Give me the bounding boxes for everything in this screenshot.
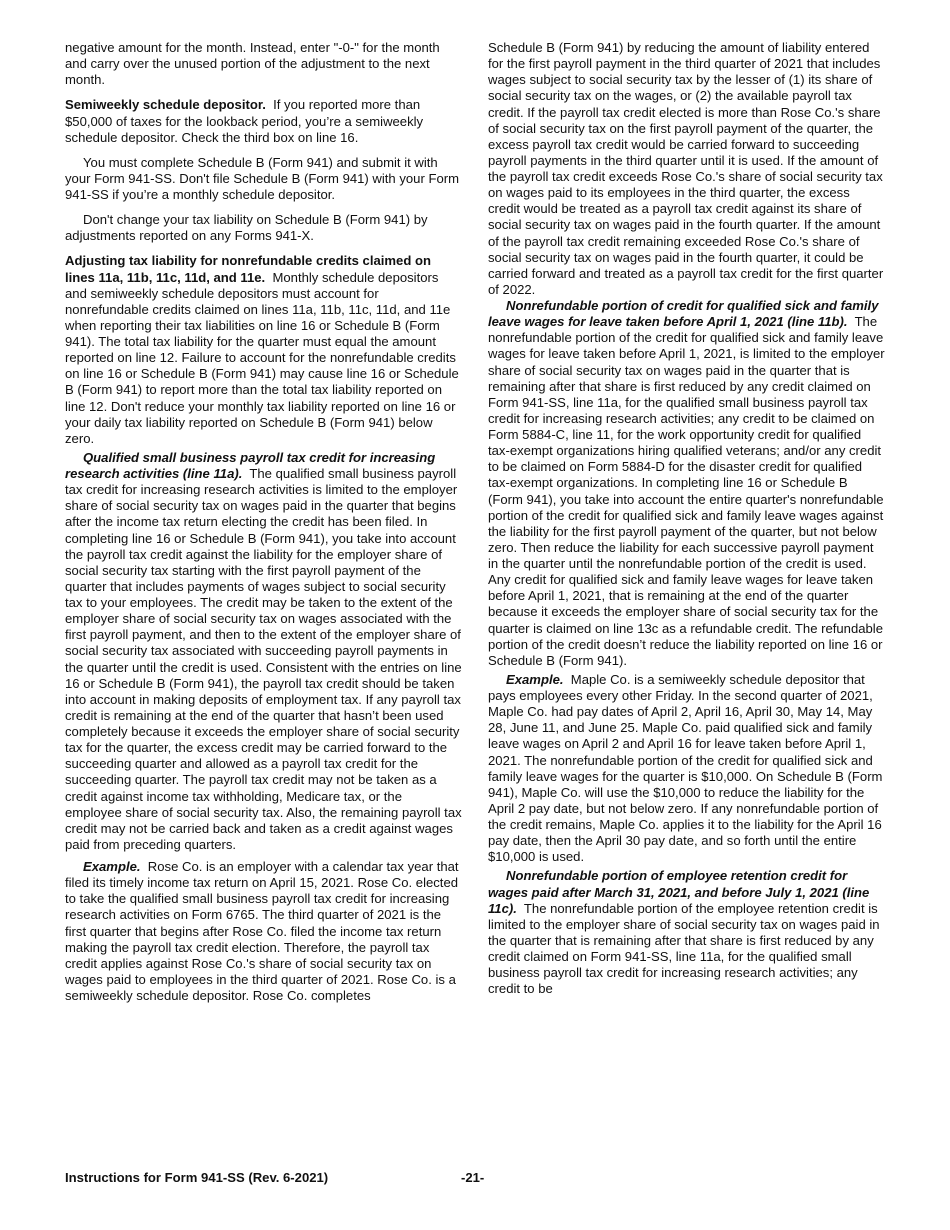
schedule-b-paragraph: You must complete Schedule B (Form 941) and submit it with your Form 941-SS. Don't file Schedule B (Form 941) with your Form 941-SS if you’re a monthly schedule depositor. — [65, 154, 459, 202]
paragraph-continued: negative amount for the month. Instead, enter "-0-" for the month and carry over the unused portion of the adjustment to the next month. — [65, 40, 440, 88]
qualified-small-business-text: The qualified small business payroll tax credit for increasing research activities is limited to the employer share of social security tax on wages paid in the quarter that begins after the income tax return electing the credit has been filed. In completing line 16 or Schedule B (Form 941), you take into account the payroll tax credit against the liability for the employer share of social security tax starting with the first payroll payment of the quarter that includes payments of wages subject to social security tax to your employees. The credit may be taken to the extent of the employer share of social security tax on wages associated with the first payroll payment, and then to the extent of the employer share of social security tax associated with succeeding payroll payments in the quarter until the credit is used. Consistent with the entries on line 16 or Schedule B (Form 941), the payroll tax credit should be taken into account in making deposits of employment tax. If any payroll tax credit is remaining at the end of the quarter that hasn’t been used completely because it exceeds the employer share of social security tax for the quarter, the excess credit may be carried forward to the succeeding quarter and allowed as a payroll tax credit for the succeeding quarter. The payroll tax credit may not be taken as a credit against income tax withholding, Medicare tax, or the employee share of social security tax. Also, the remaining payroll tax credit may not be carried back and taken as a credit against wages paid from preceding quarters. — [65, 466, 462, 852]
example-rose-paragraph — [65, 859, 462, 1004]
page-number: -21- — [461, 1170, 485, 1185]
sick-family-text: The nonrefundable portion of the credit for qualified sick and family leave wages for leave taken before April 1, 2021, is limited to the employer share of social security tax on wages paid in the quarter that is remaining after that share is first reduced by any credit claimed on Form 941-SS, line 11a, for the qualified small business payroll tax credit for increasing research activities; any credit to be claimed on Form 5884-C, line 11, for the work opportunity credit for qualified tax-exempt organizations hiring qualified veterans; and/or any credit to be claimed on Form 5884-D for the disaster credit for qualified tax-exempt organizations. In completing line 16 or Schedule B (Form 941), you take into account the entire quarter's nonrefundable portion of the credit for qualified sick and family leave wages against the liability for the first payroll payment of the quarter, but not below zero. Then reduce the liability for each successive payroll payment in the quarter until the nonrefundable portion of the credit is used. Any credit for qualified sick and family leave wages for leave taken before April 1, 2021, that is remaining at the end of the quarter because it exceeds the employer share of social security tax for the quarter is claimed on line 13c as a refundable credit. The refundable portion of the credit doesn’t reduce the liability reported on line 16 or Schedule B (Form 941). — [488, 314, 885, 668]
example-rose-text: Rose Co. is an employer with a calendar tax year that filed its timely income tax return on April 15, 2021. Rose Co. elected to take the qualified small business payroll tax credit for increasing research activities on Form 6765. The third quarter of 2021 is the first quarter that begins after Rose Co. filed the income tax return making the payroll tax credit election. Therefore, the payroll tax credit applies against Rose Co.'s share of social security tax on wages paid to employees in the third quarter of 2021. Rose Co. is a semiweekly schedule depositor. Rose Co. completes — [65, 859, 459, 1003]
retention-paragraph — [488, 868, 885, 997]
retention-heading: Nonrefundable portion of employee retention credit for wages paid after March 31, 2021, and before July 1, 2021 (line 11c). — [488, 868, 870, 916]
qualified-small-business-paragraph — [65, 450, 462, 853]
sick-family-paragraph — [488, 298, 885, 669]
form-title: Instructions for Form 941-SS (Rev. 6-2021) — [65, 1170, 329, 1185]
adjusting-heading: Adjusting tax liability for nonrefundable credits claimed on lines 11a, 11b, 11c, 11d, and 11e. — [65, 253, 431, 285]
semiweekly-text: If you reported more than $50,000 of taxes for the lookback period, you’re a semiweekly schedule depositor. Check the third box on line 16. — [65, 97, 424, 145]
no-change-paragraph: Don't change your tax liability on Schedule B (Form 941) by adjustments reported on any Forms 941-X. — [65, 212, 428, 244]
example-maple-text: Maple Co. is a semiweekly schedule depositor that pays employees every other Friday. In the second quarter of 2021, Maple Co. had pay dates of April 2, April 16, April 30, May 14, May 28, June 11, and June 25. Maple Co. paid qualified sick and family leave wages on April 2 and April 16 for leave taken before April 1, 2021. The nonrefundable portion of the credit for qualified sick and family leave wages for the quarter is $10,000. On Schedule B (Form 941), Maple Co. will use the $10,000 to reduce the liability for the April 2 pay date, but not below zero. If any nonrefundable portion of the credit remains, Maple Co. applies it to the liability for the April 16 pay date, then the April 30 pay date, and so forth until the entire $10,000 is used. — [488, 671, 883, 865]
qualified-small-business-heading: Qualified small business payroll tax credit for increasing research activities (line 11a). — [65, 449, 436, 481]
left-column — [65, 40, 462, 1004]
adjusting-text: Monthly schedule depositors and semiweekly schedule depositors must account for nonrefundable credits claimed on lines 11a, 11b, 11c, 11d, and 11e when reporting their tax liabilities on line 16 or Schedule B (Form 941). The total tax liability for the quarter must equal the amount reported on line 12. Failure to account for the nonrefundable credits on line 16 or Schedule B (Form 941) may cause line 16 or Schedule B (Form 941) to report more than the total tax liability reported on line 12. Don't reduce your monthly tax liability reported on line 16 or your daily tax liability reported on Schedule B (Form 941) below zero. — [65, 269, 459, 446]
rose-continued-paragraph: Schedule B (Form 941) by reducing the amount of liability entered for the first payroll payment in the third quarter of 2021 that includes wages subject to social security tax by the lesser of (1) its share of social security tax on the wages, or (2) the available payroll tax credit. If the payroll tax credit elected is more than Rose Co.'s share of social security tax on the first payroll payment of the quarter, the excess payroll tax credit would be carried forward to succeeding payroll payments in the third quarter until it is used. If the amount of the payroll tax credit exceeds Rose Co.'s share of social security tax on wages paid to its employees in the third quarter, the excess credit would be treated as a payroll tax credit against its share of social security tax on wages paid in the fourth quarter. If the amount of the payroll tax credit remaining exceeded Rose Co.'s share of social security tax on wages paid in the fourth quarter, it could be carried forward and treated as a payroll tax credit for the first quarter of 2022. — [488, 40, 884, 297]
right-column — [488, 40, 885, 997]
retention-text: The nonrefundable portion of the employee retention credit is limited to the employer share of social security tax on wages paid in the quarter that is remaining after that share is first reduced by any credit claimed on Form 941-SS, line 11a, for the qualified small business payroll tax credit for increasing research activities; any credit to be — [488, 900, 880, 997]
adjusting-paragraph — [65, 253, 462, 447]
example-maple-heading: Example. — [506, 671, 564, 687]
semiweekly-heading: Semiweekly schedule depositor. — [65, 97, 266, 113]
sick-family-heading: Nonrefundable portion of credit for qualified sick and family leave wages for leave taken before April 1, 2021 (line 11b). — [488, 298, 879, 330]
example-rose-heading: Example. — [83, 859, 141, 874]
semiweekly-paragraph — [65, 97, 462, 145]
example-maple-paragraph — [488, 672, 885, 866]
